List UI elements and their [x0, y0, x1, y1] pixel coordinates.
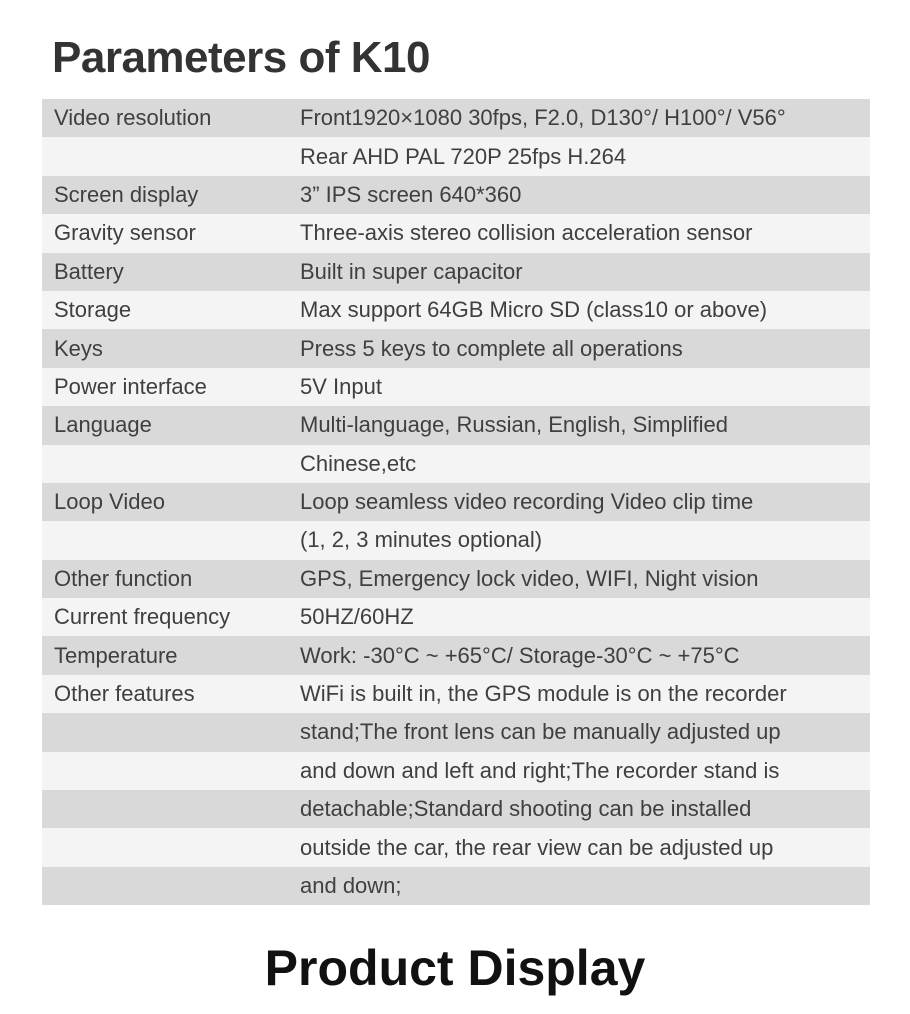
table-row [42, 867, 870, 905]
row-value: Chinese,etc [292, 445, 870, 483]
row-label: Language [42, 406, 288, 444]
row-label [42, 790, 288, 828]
table-row [42, 176, 870, 214]
table-row [42, 445, 870, 483]
row-value: Max support 64GB Micro SD (class10 or above) [292, 291, 870, 329]
row-label: Storage [42, 291, 288, 329]
row-value: Multi-language, Russian, English, Simplified [292, 406, 870, 444]
table-row [42, 713, 870, 751]
row-value: Front1920×1080 30fps, F2.0, D130°/ H100°/ V56° [292, 99, 870, 137]
row-label: Screen display [42, 176, 288, 214]
row-value: 5V Input [292, 368, 870, 406]
table-row [42, 368, 870, 406]
table-row [42, 214, 870, 252]
row-label [42, 867, 288, 905]
table-row [42, 253, 870, 291]
table-row [42, 636, 870, 674]
row-value: (1, 2, 3 minutes optional) [292, 521, 870, 559]
table-row [42, 291, 870, 329]
table-row [42, 675, 870, 713]
table-row [42, 752, 870, 790]
table-row [42, 137, 870, 175]
table-row [42, 99, 870, 137]
row-value: Work: -30°C ~ +65°C/ Storage-30°C ~ +75°C [292, 636, 870, 674]
row-label: Power interface [42, 368, 288, 406]
table-row [42, 828, 870, 866]
row-label: Gravity sensor [42, 214, 288, 252]
row-label: Loop Video [42, 483, 288, 521]
table-row [42, 521, 870, 559]
row-value: Three-axis stereo collision acceleration sensor [292, 214, 870, 252]
row-label [42, 828, 288, 866]
section-title: Product Display [264, 940, 646, 996]
row-label [42, 137, 288, 175]
row-label: Other features [42, 675, 288, 713]
row-value: and down and left and right;The recorder stand is [292, 752, 870, 790]
table-row [42, 598, 870, 636]
row-value: Press 5 keys to complete all operations [292, 329, 870, 367]
table-row [42, 329, 870, 367]
row-value: 3” IPS screen 640*360 [292, 176, 870, 214]
table-row [42, 406, 870, 444]
row-label: Keys [42, 329, 288, 367]
row-label [42, 752, 288, 790]
row-label [42, 521, 288, 559]
row-value: Loop seamless video recording Video clip time [292, 483, 870, 521]
row-value: detachable;Standard shooting can be installed [292, 790, 870, 828]
row-value: GPS, Emergency lock video, WIFI, Night vision [292, 560, 870, 598]
row-value: Built in super capacitor [292, 253, 870, 291]
table-row [42, 483, 870, 521]
row-label: Video resolution [42, 99, 288, 137]
row-value: stand;The front lens can be manually adjusted up [292, 713, 870, 751]
parameters-table [42, 99, 870, 905]
row-label: Temperature [42, 636, 288, 674]
row-value: WiFi is built in, the GPS module is on the recorder [292, 675, 870, 713]
row-label [42, 445, 288, 483]
row-value: outside the car, the rear view can be adjusted up [292, 828, 870, 866]
row-value: and down; [292, 867, 870, 905]
table-row [42, 790, 870, 828]
row-value: Rear AHD PAL 720P 25fps H.264 [292, 137, 870, 175]
page-title: Parameters of K10 [52, 33, 430, 82]
table-row [42, 560, 870, 598]
row-label: Other function [42, 560, 288, 598]
row-value: 50HZ/60HZ [292, 598, 870, 636]
row-label: Battery [42, 253, 288, 291]
row-label: Current frequency [42, 598, 288, 636]
row-label [42, 713, 288, 751]
